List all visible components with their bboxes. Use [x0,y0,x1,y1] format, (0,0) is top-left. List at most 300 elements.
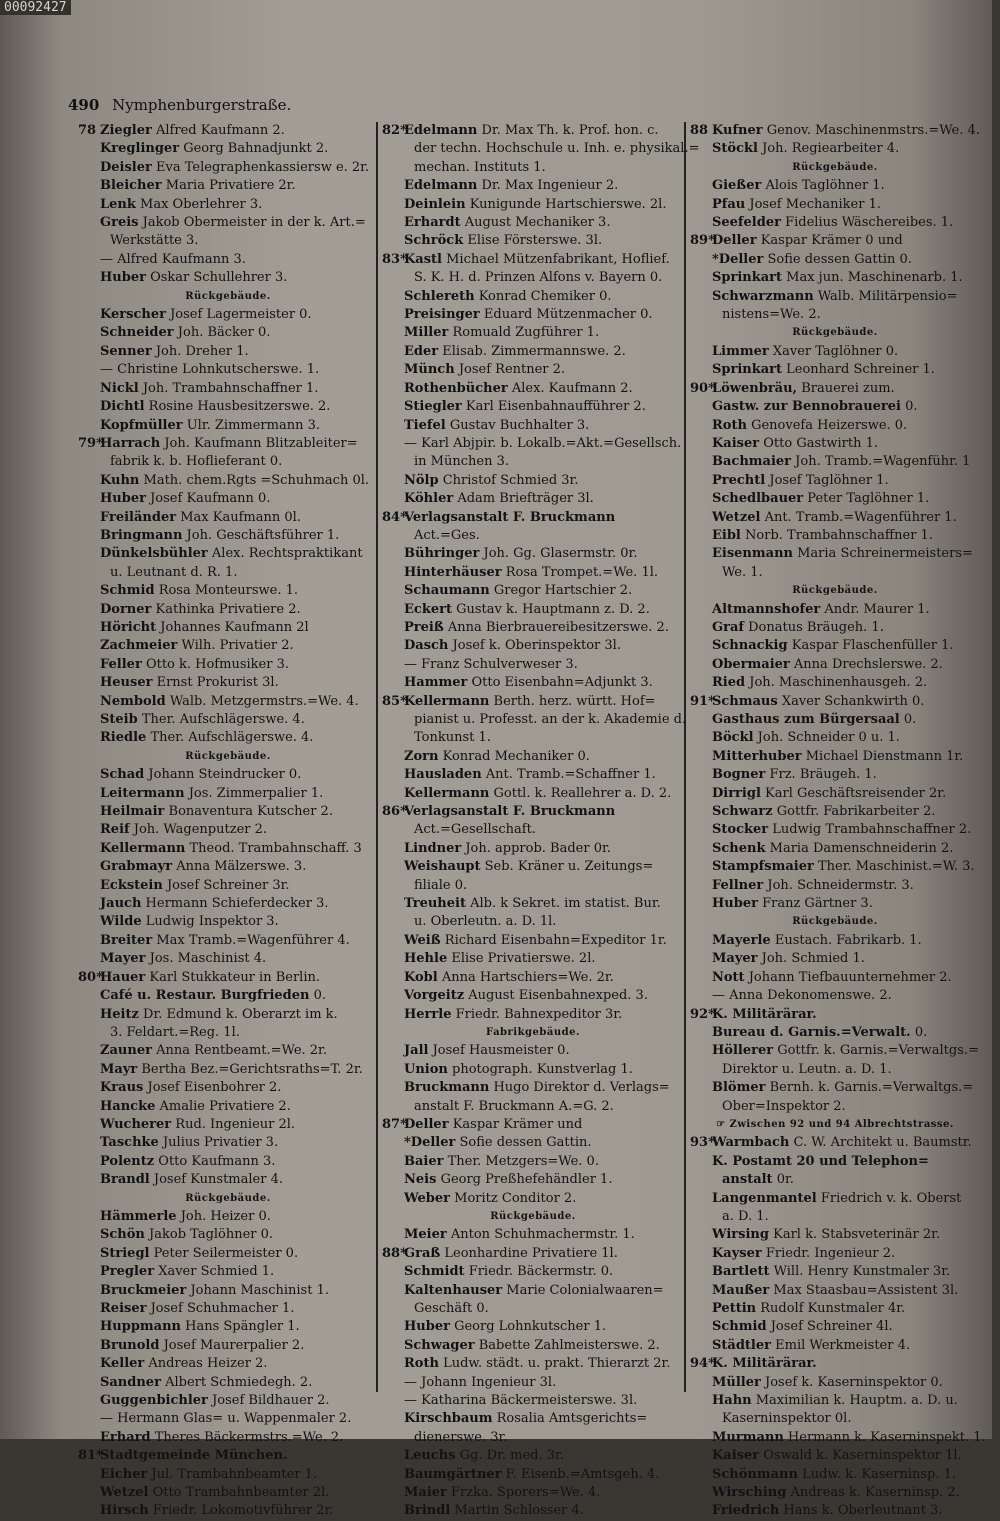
entry-continuation [382,729,684,747]
resident-name: Greis [100,215,139,231]
directory-entry [78,380,378,398]
directory-entry [78,1171,378,1189]
resident-details: Elise Försterswe. 3l. [467,233,603,249]
resident-name: Edelmann [404,123,478,138]
resident-details: Bertha Bez.=Gerichtsraths=T. 2r. [141,1061,363,1077]
column-3 [690,122,986,1521]
directory-entry [690,950,980,968]
resident-name: Heuser [100,675,153,691]
directory-entry [690,785,980,803]
resident-details: Otto Trambahnbeamter 2l. [152,1485,330,1501]
directory-entry [382,656,684,674]
directory-entry [382,380,684,398]
resident-details: Joh. Schmied 1. [761,951,865,967]
resident-details: der techn. Hochschule u. Inh. e. physikal.= [414,141,700,157]
entry-continuation [382,527,684,545]
resident-details: Ant. Tramb.=Wagenführer 1. [764,509,957,525]
resident-name: Weber [404,1190,451,1206]
resident-details: Josef Lagermeister 0. [170,307,312,323]
resident-name: Wirsing [712,1227,769,1243]
resident-details: Max Oberlehrer 3. [140,196,263,212]
resident-details: — Alfred Kaufmann 3. [100,251,246,267]
resident-name: Eibl [712,527,741,543]
resident-name: Hämmerle [100,1208,177,1224]
page-header [68,96,291,114]
directory-entry [690,1079,980,1097]
resident-name: Wirsching [712,1485,787,1501]
entry-continuation [382,1300,684,1318]
resident-name: Eckert [404,601,452,617]
resident-name: Pregler [100,1264,155,1280]
directory-entry [78,582,378,600]
resident-details: Adam Briefträger 3l. [457,491,594,507]
directory-entry [382,398,684,416]
directory-entry: 86*Verlagsanstalt F. Bruckmann [382,804,616,820]
directory-entry [78,987,378,1005]
resident-name: Wucherer [100,1116,172,1132]
resident-details: August Mechaniker 3. [464,215,611,231]
resident-details: Josef Bildhauer 2. [212,1393,330,1409]
resident-details: Kaspar Krämer 0 und [760,233,903,249]
resident-details: Alb. k Sekret. im statist. Bur. [470,896,661,912]
directory-entry [78,1042,378,1060]
directory-entry [690,1374,980,1392]
resident-name: Schneider [100,325,174,341]
resident-name: Maußer [712,1282,770,1298]
resident-name: Verlagsanstalt F. Bruckmann [404,509,616,525]
entry-continuation [78,232,378,250]
resident-name: *Deller [712,251,764,267]
resident-name: Bartlett [712,1264,770,1280]
resident-name: Zauner [100,1043,152,1059]
directory-entry [690,987,980,1005]
resident-details: Eustach. Fabrikarb. 1. [774,932,922,948]
resident-name: Bruckmann [404,1080,490,1096]
directory-entry [690,601,980,619]
resident-details: Kathinka Privatiere 2. [155,601,301,617]
resident-details: in München 3. [414,454,509,470]
resident-name: Köhler [404,491,454,507]
resident-details: Joh. Dreher 1. [155,343,249,359]
resident-details: Moritz Conditor 2. [454,1190,577,1206]
directory-entry [382,1447,684,1465]
resident-details: Joh. Wagenputzer 2. [133,822,268,838]
resident-details: Peter Seilermeister 0. [153,1245,299,1261]
resident-name: Hausladen [404,767,482,783]
directory-entry [690,196,980,214]
resident-details: — Hermann Glas= u. Wappenmaler 2. [100,1411,352,1427]
directory-entry [382,858,684,876]
directory-entry [78,1245,378,1263]
directory-entry [382,288,684,306]
resident-details: Geschäft 0. [414,1301,489,1316]
resident-name: Dichtl [100,399,145,415]
resident-details: Otto k. Hofmusiker 3. [145,656,289,672]
resident-details: Rosa Trompet.=We. 1l. [505,564,659,580]
resident-name: Ried [712,675,746,691]
resident-details: Johann Steindrucker 0. [148,767,302,783]
resident-details: 3. Feldart.=Reg. 1l. [110,1024,240,1040]
resident-name: Freiländer [100,509,177,525]
directory-entry [78,950,378,968]
entry-continuation [382,1429,684,1447]
resident-name: Kellermann [100,840,186,856]
directory-entry [78,1392,378,1410]
directory-entry [690,1484,980,1502]
resident-name: Nölp [404,472,439,488]
directory-entry [78,1079,378,1097]
directory-entry [382,1318,684,1336]
directory-entry [382,324,684,342]
directory-entry [382,1484,684,1502]
resident-details: Math. chem.Rgts =Schuhmach 0l. [143,472,370,488]
entry-continuation [382,877,684,895]
resident-name: Kellermann [404,693,490,709]
directory-entry [382,1006,684,1024]
resident-details: Alex. Rechtspraktikant [211,546,363,562]
resident-details: Anna Bierbrauereibesitzerswe. 2. [447,619,669,635]
entry-continuation [690,1208,980,1226]
entry-continuation [382,913,684,931]
directory-entry [382,196,684,214]
directory-entry [382,637,684,655]
entry-continuation [690,1061,980,1079]
directory-entry [690,177,980,195]
resident-details: Jos. Maschinist 4. [149,951,267,967]
directory-entry [690,453,980,471]
resident-details: Josef Mechaniker 1. [749,196,881,212]
directory-entry [690,490,980,508]
resident-name: Sandner [100,1374,161,1390]
resident-name: Hauer [100,969,146,985]
resident-details: Kunigunde Hartschierswe. 2l. [469,196,667,212]
resident-details: Albert Schmiedegh. 2. [165,1374,313,1390]
directory-entry [382,1061,684,1079]
resident-details: dienerswe. 3r. [414,1429,508,1445]
resident-name: Graß [404,1245,441,1261]
resident-name: Obermaier [712,656,790,672]
resident-details: Oswald k. Kaserninspektor 1l. [763,1448,962,1464]
directory-entry [382,840,684,858]
resident-details: Kaspar Flaschenfüller 1. [791,638,954,654]
directory-entry [78,251,378,269]
directory-entry [690,1024,980,1042]
column-2 [382,122,700,1521]
directory-entry [382,766,684,784]
resident-name: Kerscher [100,307,166,323]
resident-details: Josef k. Oberinspektor 3l. [452,638,621,654]
resident-details: Rosine Hausbesitzerswe. 2. [148,399,331,415]
resident-details: Theres Bäckermstrs.=We. 2. [154,1429,344,1445]
resident-details: Leonhard Schreiner 1. [786,362,935,378]
resident-name: Neis [404,1172,437,1188]
resident-name: Roth [404,1356,439,1372]
directory-entry [690,1466,980,1484]
resident-details: Bernh. k. Garnis.=Verwaltgs.= [769,1080,974,1096]
directory-entry [382,1263,684,1281]
directory-entry [382,619,684,637]
section-heading: Rückgebäude. [792,327,878,339]
directory-entry [78,1134,378,1152]
resident-name: Schmid [712,1319,767,1335]
resident-name: Stiegler [404,399,462,415]
directory-entry [78,803,378,821]
resident-name: Schwarz [712,804,773,820]
directory-entry [690,1042,980,1060]
resident-details: Maria Privatiere 2r. [165,178,296,194]
directory-entry [382,1079,684,1097]
directory-entry: 84*Verlagsanstalt F. Bruckmann [382,509,616,525]
resident-name: Böckl [712,730,754,746]
directory-entry [382,582,684,600]
resident-details: Konrad Mechaniker 0. [442,748,590,764]
resident-details: Alfred Kaufmann 2. [156,123,285,138]
section-heading: Rückgebäude. [792,161,878,173]
resident-details: Brauerei zum. [801,380,895,396]
directory-entry [382,932,684,950]
directory-entry [78,269,378,287]
directory-entry [382,1502,684,1520]
directory-entry [78,1208,378,1226]
resident-details: Frz. Bräugeh. 1. [769,767,877,783]
resident-details: Ludw. städt. u. prakt. Thierarzt 2r. [443,1356,671,1372]
resident-name: Steib [100,712,138,727]
directory-entry: 83*Kastl Michael Mützenfabrikant, Hoflief. [382,251,670,267]
resident-details: Peter Taglöhner 1. [807,491,930,507]
entry-continuation [382,453,684,471]
directory-entry [690,140,980,158]
directory-entry [690,877,980,895]
resident-details: Dr. Max Ingenieur 2. [481,178,619,194]
resident-name: Nickl [100,380,139,396]
resident-name: Deller [404,1116,449,1132]
directory-entry [78,1116,378,1134]
entry-continuation [382,269,684,287]
directory-entry: 79*Harrach Joh. Kaufmann Blitzableiter= [78,435,358,451]
resident-name: Taschke [100,1135,159,1151]
page-number: 490 [68,96,100,114]
resident-details: Georg Lohnkutscher 1. [454,1319,607,1335]
resident-name: Weishaupt [404,859,481,875]
resident-details: Johann Maschinist 1. [190,1282,329,1298]
directory-entry [382,601,684,619]
resident-name: Schaumann [404,583,490,599]
section-heading: ☞ Zwischen 92 und 94 Albrechtstrasse. [716,1118,954,1130]
resident-name: Altmannshofer [712,601,821,617]
resident-details: Michael Dienstmann 1r. [805,748,964,764]
resident-name: Hancke [100,1098,156,1114]
resident-name: Schön [100,1227,145,1243]
resident-name: anstalt [722,1172,773,1188]
resident-name: Dasch [404,638,449,654]
directory-entry [690,821,980,839]
directory-entry [382,564,684,582]
resident-details: Christof Schmied 3r. [442,472,579,488]
resident-name: Mayer [712,951,758,967]
resident-details: Theod. Trambahnschaff. 3 [189,840,362,856]
resident-name: Prechtl [712,472,766,488]
resident-name: Bureau d. Garnis.=Verwalt. [712,1024,911,1040]
resident-name: Wilde [100,914,142,930]
resident-details: Joh. Schneidermstr. 3. [767,877,914,893]
directory-entry [78,417,378,435]
directory-entry [78,177,378,195]
resident-name: Kastl [404,251,442,267]
resident-name: Heitz [100,1006,139,1022]
section-heading: Rückgebäude. [490,1210,576,1222]
directory-entry: 91*Schmaus Xaver Schankwirth 0. [690,693,925,709]
resident-details: Emil Werkmeister 4. [775,1337,910,1353]
directory-entry [78,601,378,619]
resident-name: Langenmantel [712,1190,817,1206]
resident-details: — Karl Abjpir. b. Lokalb.=Akt.=Gesellsch. [404,435,682,451]
resident-details: — Christine Lohnkutscherswe. 1. [100,362,320,378]
resident-name: Nembold [100,693,166,709]
resident-details: Ther. Aufschlägerswe. 4. [150,730,314,746]
entry-continuation [690,1410,980,1428]
resident-details: Gregor Hartschier 2. [493,583,633,599]
resident-details: Ther. Aufschlägerswe. 4. [141,712,305,727]
directory-entry [78,637,378,655]
resident-name: Stöckl [712,141,758,157]
resident-details: Joh. Kaufmann Blitzableiter= [164,435,358,451]
resident-details: Berth. herz. württ. Hof= [493,693,656,709]
resident-details: Joh. approb. Bader 0r. [465,840,611,856]
directory-entry [382,674,684,692]
resident-details: Kaserninspektor 0l. [722,1411,852,1427]
directory-entry [690,343,980,361]
resident-details: Josef Taglöhner 1. [769,472,889,488]
resident-details: Maria Damenschneiderin 2. [769,840,954,856]
directory-entry [690,527,980,545]
resident-details: Bonaventura Kutscher 2. [168,804,333,820]
entry-continuation [382,711,687,729]
directory-entry [382,214,684,232]
resident-name: Vorgeitz [404,988,465,1004]
directory-entry: 94*K. Militärärar. [690,1356,817,1372]
resident-details: F. Eisenb.=Amtsgeh. 4. [505,1466,660,1482]
resident-name: Schwarzmann [712,288,814,304]
resident-details: S. K. H. d. Prinzen Alfons v. Bayern 0. [414,270,663,286]
resident-name: Reiser [100,1301,147,1316]
resident-name: Münch [404,362,455,378]
directory-entry [690,214,980,232]
resident-name: Bleicher [100,178,162,194]
directory-entry [78,1300,378,1318]
directory-entry [382,490,684,508]
resident-name: Löwenbräu, [712,380,798,396]
resident-name: Mayer [100,951,146,967]
resident-details: Eva Telegraphenkassiersw e. 2r. [156,159,370,175]
resident-name: Reif [100,822,130,838]
directory-entry [78,545,378,563]
resident-name: Blömer [712,1080,766,1096]
resident-name: Deisler [100,159,152,175]
resident-name: Kreglinger [100,141,180,157]
resident-name: Schmid [100,583,155,599]
resident-details: Friedr. Bäckermstr. 0. [468,1264,614,1280]
directory-entry [382,1153,684,1171]
resident-details: Jakob Obermeister in der k. Art.= [142,215,366,231]
resident-details: Werkstätte 3. [110,233,199,249]
resident-details: Wilh. Privatier 2. [181,638,294,654]
resident-details: Ludwig Trambahnschaffner 2. [772,822,972,838]
resident-name: Murmann [712,1429,784,1445]
directory-entry [78,398,378,416]
directory-entry [382,1282,684,1300]
directory-entry [382,1374,684,1392]
resident-name: Dorner [100,601,152,617]
resident-name: Kaltenhauser [404,1282,503,1298]
resident-name: Schenk [712,840,766,856]
directory-entry: 90*Löwenbräu, Brauerei zum. [690,380,895,396]
resident-name: Schad [100,767,145,783]
directory-entry [78,1006,378,1024]
resident-details: Dr. Edmund k. Oberarzt im k. [143,1006,338,1022]
resident-name: Schedlbauer [712,491,804,507]
directory-entry: 88*Graß Leonhardine Privatiere 1l. [382,1245,618,1261]
resident-name: Schmidt [404,1264,465,1280]
resident-name: Zachmeier [100,638,178,654]
resident-details: Konrad Chemiker 0. [478,288,612,304]
directory-entry [690,288,980,306]
directory-entry [78,159,378,177]
directory-entry [690,417,980,435]
resident-name: Ziegler [100,123,152,138]
directory-entry [78,490,378,508]
resident-details: Xaver Schmied 1. [158,1264,275,1280]
resident-name: Eckstein [100,877,163,893]
resident-details: Karl Geschäftsreisender 2r. [765,785,947,801]
street-title: Nymphenburgerstraße. [112,96,292,114]
resident-name: Stocker [712,822,769,838]
resident-name: Dünkelsbühler [100,546,208,562]
directory-entry [690,1300,980,1318]
resident-name: Kufner [712,123,763,138]
resident-name: Schröck [404,233,464,249]
resident-name: Jall [404,1043,429,1059]
resident-details: Friedr. Ingenieur 2. [765,1245,896,1261]
resident-details: u. Oberleutn. a. D. 1l. [414,914,557,930]
resident-name: Baumgärtner [404,1466,502,1482]
resident-details: u. Leutnant d. R. 1. [110,564,238,580]
resident-name: Schönmann [712,1466,798,1482]
resident-name: Huber [100,491,146,507]
resident-details: Joh. Gg. Glasermstr. 0r. [483,546,638,562]
directory-entry [382,1042,684,1060]
directory-entry [78,1318,378,1336]
resident-name: Dirrigl [712,785,761,801]
resident-name: Huber [404,1319,450,1335]
resident-details: Fidelius Wäschereibes. 1. [785,215,954,231]
directory-entry [690,251,980,269]
resident-name: Sprinkart [712,362,783,378]
directory-entry [78,140,378,158]
resident-details: photograph. Kunstverlag 1. [452,1061,633,1077]
resident-details: Jul. Trambahnbeamter 1. [151,1466,318,1482]
resident-name: Weiß [404,932,441,948]
directory-entry [382,748,684,766]
directory-entry [690,637,980,655]
directory-entry [690,1282,980,1300]
resident-details: Andreas k. Kaserninsp. 2. [790,1485,960,1501]
directory-entry [78,895,378,913]
resident-name: Sprinkart [712,270,783,286]
directory-entry [78,1466,378,1484]
directory-entry [690,840,980,858]
directory-entry [382,545,684,563]
directory-entry [78,858,378,876]
